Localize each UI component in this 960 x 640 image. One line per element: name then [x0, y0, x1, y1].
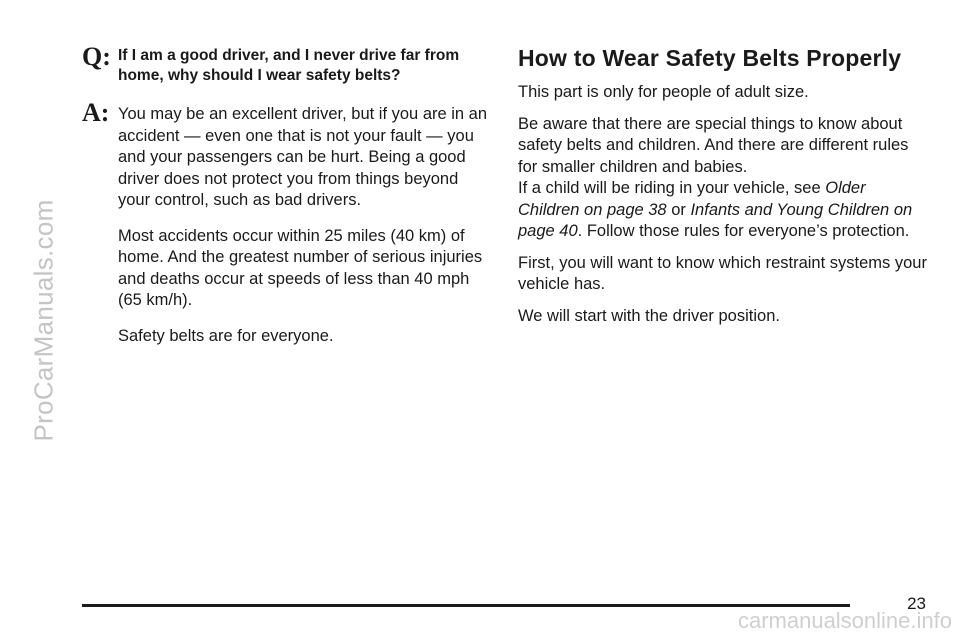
side-watermark-text: ProCarManuals.com [28, 198, 59, 442]
side-watermark [22, 20, 66, 620]
answer-continuation [118, 226, 492, 348]
page-number: 23 [907, 594, 926, 613]
child-ref-text-after: . Follow those rules for everyone’s protection. [577, 222, 910, 240]
child-ref-text-middle: or [666, 200, 691, 219]
section-heading: How to Wear Safety Belts Properly [518, 45, 902, 71]
answer-text: You may be an excellent driver, but if you are in an accident — even one that is not your fault — you and your passengers can be hurt. Being a good driver does not protect you from things beyond your control, such as bad drivers. [118, 105, 488, 209]
question-marker: Q: [82, 42, 111, 71]
paragraph-child-references [518, 178, 928, 243]
question-block [82, 42, 492, 86]
right-column [518, 44, 928, 337]
paragraph-accidents: Most accidents occur within 25 miles (40 km) of home. And the greatest number of serious injuries and deaths occur at speeds of less than 40 mph (65 km/h). [118, 226, 483, 309]
paragraph-adult-size: This part is only for people of adult size. [518, 83, 809, 101]
question-text: If I am a good driver, and I never drive far from home, why should I wear safety belts? [118, 47, 460, 84]
paragraph-driver-position: We will start with the driver position. [518, 306, 780, 325]
bottom-watermark: carmanualsonline.info [737, 608, 952, 633]
answer-marker: A: [82, 98, 110, 127]
left-column [82, 42, 492, 347]
infants-young-children-link[interactable]: Infants and Young Children on page 40 [518, 200, 913, 240]
paragraph-everyone: Safety belts are for everyone. [118, 326, 334, 345]
paragraph-restraint-systems: First, you will want to know which restraint systems your vehicle has. [518, 253, 927, 293]
footer-rule [82, 604, 850, 607]
older-children-link[interactable]: Older Children on page 38 [518, 179, 866, 219]
child-ref-text-before: If a child will be riding in your vehicle, see [518, 179, 826, 197]
answer-block [82, 98, 492, 212]
paragraph-children-note: Be aware that there are special things to know about safety belts and children. And there are different rules for smaller children and babies. [518, 114, 909, 176]
